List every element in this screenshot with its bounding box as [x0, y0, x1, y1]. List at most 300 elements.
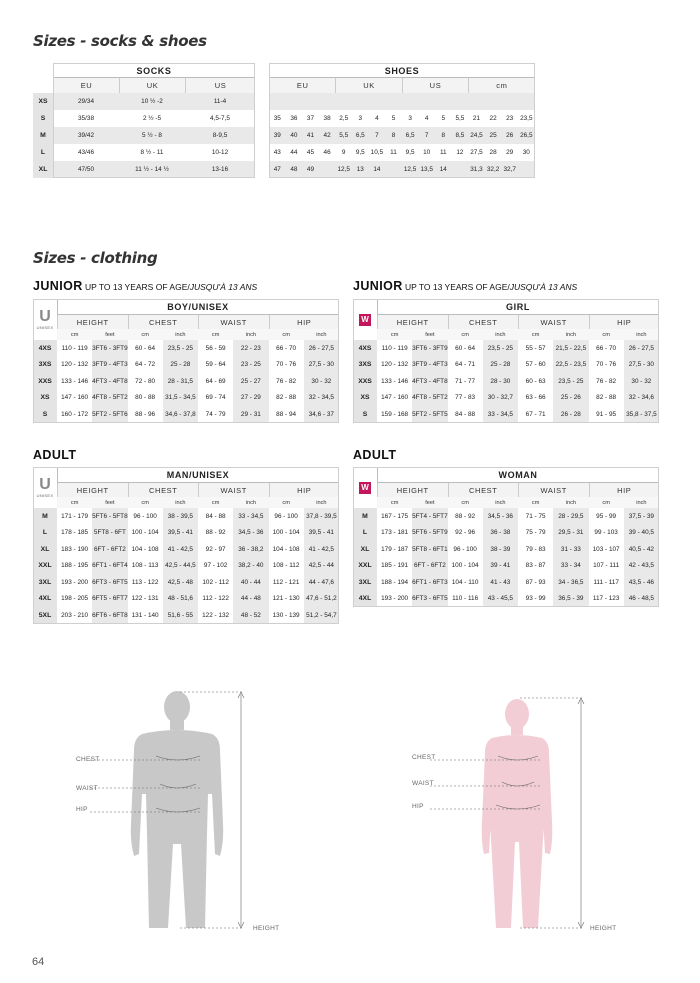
woman-cell: 5FT6 - 5FT9: [412, 525, 447, 542]
shoes-cell: 11: [385, 144, 402, 161]
woman-unit-header: feet: [412, 497, 447, 508]
shoes-cell: 39: [269, 127, 286, 144]
woman-cell: 40,5 - 42: [624, 541, 659, 558]
man-group-header: HIP: [269, 483, 340, 497]
shoes-cell: 13: [352, 161, 369, 178]
man-cell: 108 - 112: [269, 558, 304, 575]
girl-unit-header: feet: [412, 329, 447, 340]
female-measurement-figure: [400, 692, 640, 934]
socks-cell: 13-16: [185, 161, 255, 178]
girl-unit-header: cm: [448, 329, 483, 340]
girl-cell: 67 - 71: [518, 406, 553, 423]
shoes-cell: [302, 93, 319, 110]
woman-unit-header: cm: [377, 497, 412, 508]
man-size-label: XXL: [33, 558, 57, 575]
boy-cell: 110 - 119: [57, 340, 92, 357]
woman-logo: [353, 467, 377, 508]
girl-cell: 82 - 88: [589, 390, 624, 407]
woman-title: WOMAN: [377, 467, 659, 483]
boy-unit-header: cm: [57, 329, 92, 340]
man-cell: 36 - 38,2: [233, 541, 268, 558]
shoes-cell: [385, 161, 402, 178]
socks-cell: 2 ½ -5: [119, 110, 185, 127]
man-cell: 48 - 51,6: [163, 591, 198, 608]
man-cell: 51,2 - 54,7: [304, 607, 339, 624]
girl-cell: 23,5 - 25: [483, 340, 518, 357]
woman-cell: 6FT - 6FT2: [412, 558, 447, 575]
shoes-header: cm: [468, 78, 534, 93]
boy-title: BOY/UNISEX: [57, 299, 339, 315]
male-silhouette: [131, 691, 223, 928]
man-cell: 6FT6 - 6FT8: [92, 607, 127, 624]
girl-cell: 76 - 82: [589, 373, 624, 390]
socks-title: SOCKS: [53, 63, 255, 78]
woman-cell: 6FT3 - 6FT5: [412, 591, 447, 608]
man-unit-header: inch: [163, 497, 198, 508]
shoes-cell: 12,5: [402, 161, 419, 178]
boy-cell: 88 - 96: [128, 406, 163, 423]
man-cell: 5FT6 - 5FT8: [92, 508, 127, 525]
woman-size-label: 3XL: [353, 574, 377, 591]
female-silhouette: [482, 699, 553, 928]
boy-cell: 74 - 79: [198, 406, 233, 423]
woman-cell: 110 - 116: [448, 591, 483, 608]
shoes-cell: 4: [369, 110, 386, 127]
boy-size-label: 3XS: [33, 357, 57, 374]
woman-size-label: XL: [353, 541, 377, 558]
woman-size-label: M: [353, 508, 377, 525]
man-cell: 108 - 113: [128, 558, 163, 575]
boy-cell: 25 - 27: [233, 373, 268, 390]
boy-cell: 28 - 31,5: [163, 373, 198, 390]
woman-cell: 6FT1 - 6FT3: [412, 574, 447, 591]
boy-cell: 31,5 - 34,5: [163, 390, 198, 407]
man-unisex-table: [33, 467, 339, 629]
woman-cell: 41 - 43: [483, 574, 518, 591]
male-measurement-figure: [60, 684, 300, 934]
boy-cell: 76 - 82: [269, 373, 304, 390]
shoes-cell: [452, 93, 469, 110]
socks-cell: 4,5-7,5: [185, 110, 255, 127]
girl-unit-header: inch: [624, 329, 659, 340]
socks-shoes-heading: Sizes - socks & shoes: [33, 32, 207, 50]
junior-heading-left: JUNIOR UP TO 13 YEARS OF AGE/JUSQU'À 13 ANS: [33, 279, 258, 293]
man-size-label: 3XL: [33, 574, 57, 591]
girl-cell: 91 - 95: [589, 406, 624, 423]
boy-cell: 29 - 31: [233, 406, 268, 423]
shoes-cell: 32,7: [501, 161, 518, 178]
boy-group-header: CHEST: [128, 315, 199, 329]
girl-size-label: XS: [353, 390, 377, 407]
woman-cell: 38 - 39: [483, 541, 518, 558]
shoes-cell: 40: [286, 127, 303, 144]
male-hip-label: HIP: [76, 806, 88, 813]
woman-cell: 36 - 38: [483, 525, 518, 542]
woman-icon: W: [359, 314, 371, 326]
boy-cell: 32 - 34,5: [304, 390, 339, 407]
boy-unit-header: inch: [233, 329, 268, 340]
socks-cell: 11-4: [185, 93, 255, 110]
girl-cell: 63 - 66: [518, 390, 553, 407]
man-cell: 38,2 - 40: [233, 558, 268, 575]
man-cell: 96 - 100: [128, 508, 163, 525]
man-cell: 5FT8 - 6FT: [92, 525, 127, 542]
shoes-cell: 28: [485, 144, 502, 161]
shoes-cell: 30: [518, 144, 535, 161]
socks-cell: 10-12: [185, 144, 255, 161]
woman-size-label: XXL: [353, 558, 377, 575]
woman-group-header: HEIGHT: [377, 483, 448, 497]
woman-cell: 111 - 117: [589, 574, 624, 591]
shoes-cell: [485, 93, 502, 110]
socks-cell: 11 ½ - 14 ½: [119, 161, 185, 178]
boy-cell: 34,6 - 37: [304, 406, 339, 423]
woman-unit-header: cm: [589, 497, 624, 508]
shoes-cell: 48: [286, 161, 303, 178]
man-cell: 34,5 - 36: [233, 525, 268, 542]
socks-table: [33, 63, 261, 180]
clothing-heading: Sizes - clothing: [33, 249, 158, 267]
girl-cell: 120 - 132: [377, 357, 412, 374]
shoes-cell: [286, 93, 303, 110]
boy-cell: 120 - 132: [57, 357, 92, 374]
man-cell: 203 - 210: [57, 607, 92, 624]
girl-unit-header: cm: [518, 329, 553, 340]
woman-size-label: 4XL: [353, 591, 377, 608]
man-cell: 122 - 131: [128, 591, 163, 608]
woman-cell: 87 - 93: [518, 574, 553, 591]
man-cell: 112 - 122: [198, 591, 233, 608]
woman-cell: 31 - 33: [553, 541, 588, 558]
shoes-cell: [335, 93, 352, 110]
shoes-cell: 45: [302, 144, 319, 161]
girl-cell: 70 - 76: [589, 357, 624, 374]
man-cell: 188 - 195: [57, 558, 92, 575]
boy-unit-header: cm: [198, 329, 233, 340]
girl-cell: 66 - 70: [589, 340, 624, 357]
boy-cell: 133 - 146: [57, 373, 92, 390]
shoes-cell: 3: [352, 110, 369, 127]
shoes-cell: 5: [435, 110, 452, 127]
man-cell: 44 - 47,6: [304, 574, 339, 591]
woman-size-label: L: [353, 525, 377, 542]
woman-table: [353, 467, 659, 612]
socks-cell: 5 ½ - 8: [119, 127, 185, 144]
man-cell: 84 - 88: [198, 508, 233, 525]
shoes-cell: 21: [468, 110, 485, 127]
shoes-cell: 23,5: [518, 110, 535, 127]
shoes-cell: 2,5: [335, 110, 352, 127]
man-cell: 6FT5 - 6FT7: [92, 591, 127, 608]
male-height-label: HEIGHT: [253, 925, 280, 932]
woman-cell: 42 - 43,5: [624, 558, 659, 575]
boy-size-label: XS: [33, 390, 57, 407]
woman-cell: 28 - 29,5: [553, 508, 588, 525]
shoes-cell: [501, 93, 518, 110]
man-cell: 39,5 - 41: [304, 525, 339, 542]
boy-unit-header: cm: [128, 329, 163, 340]
man-group-header: HEIGHT: [57, 483, 128, 497]
shoes-cell: 10,5: [369, 144, 386, 161]
shoes-cell: 8,5: [452, 127, 469, 144]
man-cell: 40 - 44: [233, 574, 268, 591]
girl-cell: 27,5 - 30: [624, 357, 659, 374]
socks-size-label: M: [33, 127, 53, 144]
boy-cell: 22 - 23: [233, 340, 268, 357]
shoes-cell: 26,5: [518, 127, 535, 144]
woman-cell: 100 - 104: [448, 558, 483, 575]
shoes-cell: 6,5: [352, 127, 369, 144]
socks-header: US: [185, 78, 255, 93]
shoes-title: SHOES: [269, 63, 535, 78]
female-hip-label: HIP: [412, 803, 424, 810]
man-cell: 38 - 39,5: [163, 508, 198, 525]
man-cell: 104 - 108: [128, 541, 163, 558]
girl-unit-header: cm: [377, 329, 412, 340]
shoes-cell: 14: [369, 161, 386, 178]
girl-cell: 23,5 - 25: [553, 373, 588, 390]
girl-group-header: CHEST: [448, 315, 519, 329]
man-cell: 44 - 48: [233, 591, 268, 608]
girl-cell: 77 - 83: [448, 390, 483, 407]
shoes-cell: [319, 161, 336, 178]
page-number: 64: [32, 956, 45, 968]
man-cell: 130 - 139: [269, 607, 304, 624]
socks-size-label: S: [33, 110, 53, 127]
shoes-cell: 4: [418, 110, 435, 127]
man-unit-header: cm: [57, 497, 92, 508]
boy-unisex-table: [33, 299, 339, 428]
man-size-label: M: [33, 508, 57, 525]
boy-cell: 30 - 32: [304, 373, 339, 390]
boy-cell: 3FT6 - 3FT9: [92, 340, 127, 357]
man-cell: 104 - 108: [269, 541, 304, 558]
man-unit-header: cm: [128, 497, 163, 508]
shoes-cell: 14: [435, 161, 452, 178]
woman-cell: 39 - 40,5: [624, 525, 659, 542]
woman-cell: 36,5 - 39: [553, 591, 588, 608]
junior-heading-right: JUNIOR UP TO 13 YEARS OF AGE/JUSQU'À 13 ANS: [353, 279, 578, 293]
shoes-cell: [269, 93, 286, 110]
shoes-cell: 29: [501, 144, 518, 161]
shoes-cell: 36: [286, 110, 303, 127]
shoes-cell: 38: [319, 110, 336, 127]
man-group-header: CHEST: [128, 483, 199, 497]
girl-cell: 60 - 64: [448, 340, 483, 357]
man-cell: 100 - 104: [269, 525, 304, 542]
man-cell: 47,6 - 51,2: [304, 591, 339, 608]
boy-cell: 56 - 59: [198, 340, 233, 357]
boy-cell: 4FT3 - 4FT8: [92, 373, 127, 390]
boy-cell: 88 - 94: [269, 406, 304, 423]
girl-cell: 3FT9 - 4FT3: [412, 357, 447, 374]
shoes-cell: 31,3: [468, 161, 485, 178]
girl-logo: [353, 299, 377, 340]
shoes-cell: [369, 93, 386, 110]
man-cell: 183 - 190: [57, 541, 92, 558]
girl-cell: 71 - 77: [448, 373, 483, 390]
woman-unit-header: inch: [624, 497, 659, 508]
girl-cell: 3FT6 - 3FT9: [412, 340, 447, 357]
man-cell: 41 - 42,5: [163, 541, 198, 558]
girl-unit-header: inch: [553, 329, 588, 340]
woman-cell: 185 - 191: [377, 558, 412, 575]
woman-cell: 43,5 - 46: [624, 574, 659, 591]
boy-cell: 64 - 69: [198, 373, 233, 390]
boy-cell: 64 - 72: [128, 357, 163, 374]
woman-cell: 103 - 107: [589, 541, 624, 558]
woman-cell: 104 - 110: [448, 574, 483, 591]
man-size-label: XL: [33, 541, 57, 558]
man-size-label: 5XL: [33, 607, 57, 624]
girl-cell: 57 - 60: [518, 357, 553, 374]
man-cell: 42,5 - 44: [304, 558, 339, 575]
boy-cell: 3FT9 - 4FT3: [92, 357, 127, 374]
adult-heading-left: ADULT: [33, 448, 77, 462]
boy-cell: 147 - 160: [57, 390, 92, 407]
shoes-cell: 3: [402, 110, 419, 127]
woman-cell: 188 - 194: [377, 574, 412, 591]
man-cell: 131 - 140: [128, 607, 163, 624]
girl-size-label: S: [353, 406, 377, 423]
man-logo-text: UNISEX: [36, 493, 54, 498]
shoes-cell: 22: [485, 110, 502, 127]
unisex-icon: U: [39, 475, 51, 493]
boy-cell: 23 - 25: [233, 357, 268, 374]
boy-size-label: S: [33, 406, 57, 423]
boy-unit-header: inch: [163, 329, 198, 340]
boy-cell: 82 - 88: [269, 390, 304, 407]
woman-cell: 79 - 83: [518, 541, 553, 558]
boy-group-header: WAIST: [198, 315, 269, 329]
man-title: MAN/UNISEX: [57, 467, 339, 483]
female-height-label: HEIGHT: [590, 925, 617, 932]
boy-cell: 34,6 - 37,8: [163, 406, 198, 423]
woman-cell: 179 - 187: [377, 541, 412, 558]
man-cell: 193 - 200: [57, 574, 92, 591]
shoes-cell: 26: [501, 127, 518, 144]
shoes-cell: [435, 93, 452, 110]
man-unit-header: inch: [233, 497, 268, 508]
man-cell: 51,6 - 55: [163, 607, 198, 624]
shoes-cell: 24,5: [468, 127, 485, 144]
boy-cell: 72 - 80: [128, 373, 163, 390]
woman-cell: 75 - 79: [518, 525, 553, 542]
socks-size-label: L: [33, 144, 53, 161]
woman-cell: 33 - 34: [553, 558, 588, 575]
socks-cell: 35/38: [53, 110, 119, 127]
adult-heading-right: ADULT: [353, 448, 397, 462]
boy-cell: 26 - 27,5: [304, 340, 339, 357]
shoes-header: UK: [335, 78, 401, 93]
girl-cell: 4FT8 - 5FT2: [412, 390, 447, 407]
girl-cell: 4FT3 - 4FT8: [412, 373, 447, 390]
girl-table: [353, 299, 659, 428]
girl-cell: 64 - 71: [448, 357, 483, 374]
shoes-cell: 7: [418, 127, 435, 144]
girl-group-header: HEIGHT: [377, 315, 448, 329]
girl-unit-header: cm: [589, 329, 624, 340]
woman-cell: 107 - 111: [589, 558, 624, 575]
girl-cell: 21,5 - 22,5: [553, 340, 588, 357]
girl-cell: 33 - 34,5: [483, 406, 518, 423]
boy-cell: 160 - 172: [57, 406, 92, 423]
woman-cell: 5FT8 - 6FT1: [412, 541, 447, 558]
boy-size-label: 4XS: [33, 340, 57, 357]
girl-unit-header: inch: [483, 329, 518, 340]
shoes-cell: 5,5: [335, 127, 352, 144]
girl-cell: 133 - 146: [377, 373, 412, 390]
shoes-cell: 13,5: [418, 161, 435, 178]
boy-group-header: HEIGHT: [57, 315, 128, 329]
male-chest-label: CHEST: [76, 756, 100, 763]
socks-cell: 8 ½ - 11: [119, 144, 185, 161]
woman-cell: 167 - 175: [377, 508, 412, 525]
woman-unit-header: cm: [448, 497, 483, 508]
shoes-cell: 12,5: [335, 161, 352, 178]
man-cell: 33 - 34,5: [233, 508, 268, 525]
man-cell: 97 - 102: [198, 558, 233, 575]
shoes-cell: 8: [435, 127, 452, 144]
boy-unit-header: cm: [269, 329, 304, 340]
boy-cell: 4FT8 - 5FT2: [92, 390, 127, 407]
man-cell: 171 - 179: [57, 508, 92, 525]
girl-cell: 35,8 - 37,5: [624, 406, 659, 423]
boy-logo-text: UNISEX: [36, 325, 54, 330]
girl-cell: 55 - 57: [518, 340, 553, 357]
shoes-cell: 49: [302, 161, 319, 178]
shoes-header: US: [402, 78, 468, 93]
man-cell: 198 - 205: [57, 591, 92, 608]
shoes-table: [269, 63, 537, 180]
man-unit-header: cm: [269, 497, 304, 508]
woman-cell: 95 - 99: [589, 508, 624, 525]
woman-cell: 99 - 103: [589, 525, 624, 542]
shoes-cell: 46: [319, 144, 336, 161]
man-cell: 112 - 121: [269, 574, 304, 591]
woman-cell: 88 - 92: [448, 508, 483, 525]
boy-size-label: XXS: [33, 373, 57, 390]
boy-cell: 5FT2 - 5FT6: [92, 406, 127, 423]
woman-unit-header: inch: [553, 497, 588, 508]
woman-cell: 37,5 - 39: [624, 508, 659, 525]
girl-cell: 30 - 32: [624, 373, 659, 390]
shoes-cell: 41: [302, 127, 319, 144]
socks-cell: 10 ½ -2: [119, 93, 185, 110]
shoes-cell: [518, 161, 535, 178]
socks-header: UK: [119, 78, 185, 93]
man-unit-header: cm: [198, 497, 233, 508]
shoes-cell: 44: [286, 144, 303, 161]
man-cell: 42,5 - 48: [163, 574, 198, 591]
man-unit-header: inch: [304, 497, 339, 508]
shoes-cell: 47: [269, 161, 286, 178]
shoes-cell: [402, 93, 419, 110]
girl-size-label: 3XS: [353, 357, 377, 374]
man-group-header: WAIST: [198, 483, 269, 497]
girl-cell: 32 - 34,6: [624, 390, 659, 407]
woman-cell: 193 - 200: [377, 591, 412, 608]
boy-cell: 27,5 - 30: [304, 357, 339, 374]
woman-cell: 5FT4 - 5FT7: [412, 508, 447, 525]
boy-cell: 80 - 88: [128, 390, 163, 407]
man-cell: 41 - 42,5: [304, 541, 339, 558]
female-waist-label: WAIST: [412, 780, 434, 787]
shoes-cell: 42: [319, 127, 336, 144]
woman-cell: 83 - 87: [518, 558, 553, 575]
woman-cell: 43 - 45,5: [483, 591, 518, 608]
shoes-cell: 9: [335, 144, 352, 161]
